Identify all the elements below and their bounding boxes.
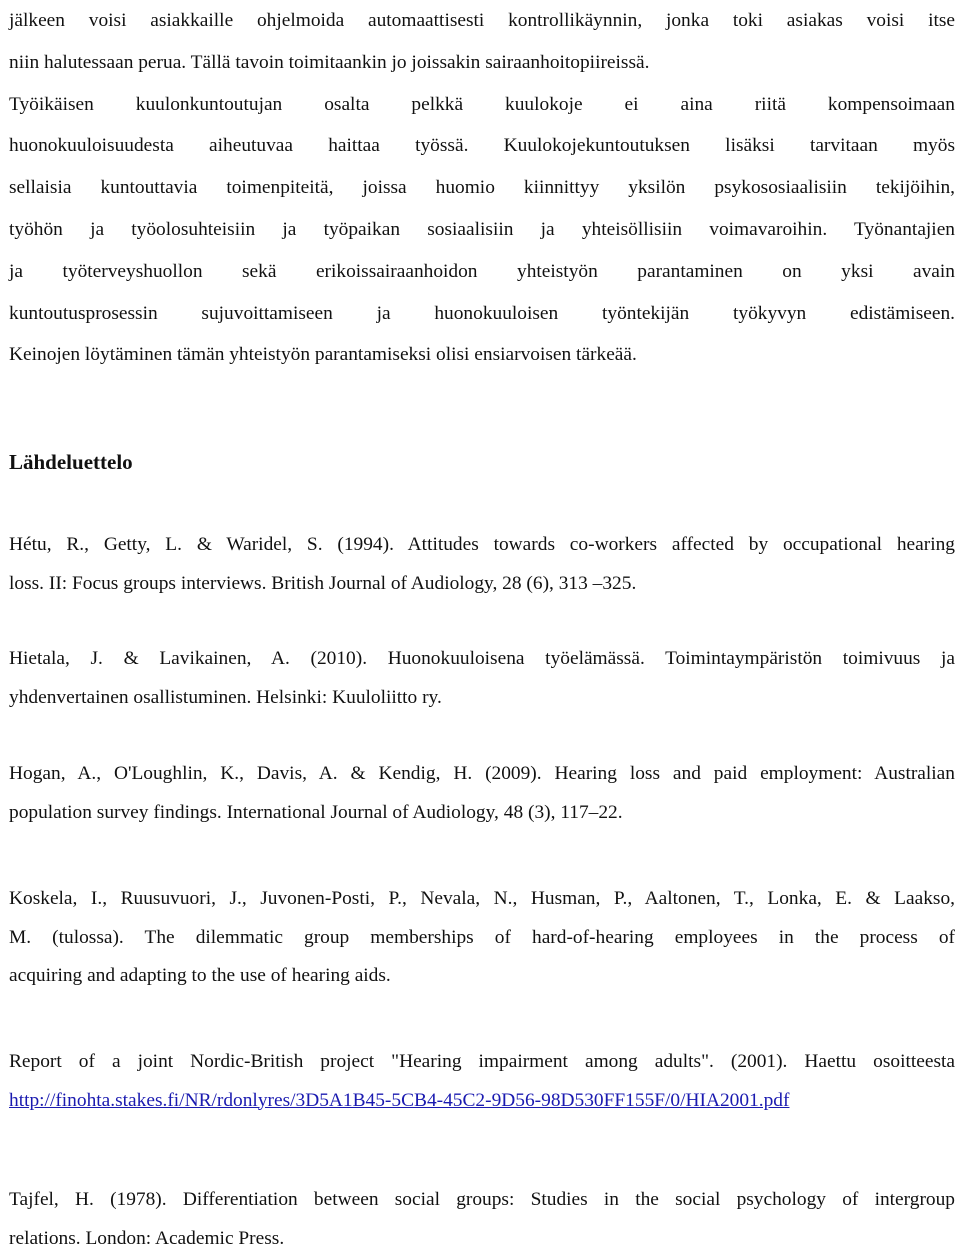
reference-link[interactable]: http://finohta.stakes.fi/NR/rdonlyres/3D5A1B45-5CB4-45C2-9D56-98D530FF155F/0/HIA2001.pdf — [9, 1090, 789, 1111]
body-line: kuntoutusprosessin sujuvoittamiseen ja huonokuuloisen työntekijän työkyvyn edistämiseen. — [9, 293, 955, 335]
body-line: sellaisia kuntouttavia toimenpiteitä, joissa huomio kiinnittyy yksilön psykososiaalisiin tekijöihin, — [9, 167, 955, 209]
reference-line: Koskela, I., Ruusuvuori, J., Juvonen-Posti, P., Nevala, N., Husman, P., Aaltonen, T., Lonka, E. & Laakso, — [9, 880, 955, 919]
reference-line: M. (tulossa). The dilemmatic group memberships of hard-of-hearing employees in the process of — [9, 919, 955, 958]
reference-hetu — [9, 526, 955, 603]
body-line: niin halutessaan perua. Tällä tavoin toimitaankin jo joissakin sairaanhoitopiireissä. — [9, 42, 955, 84]
reference-hietala — [9, 640, 955, 717]
reference-nordic-british — [9, 1043, 955, 1120]
reference-link-line — [9, 1082, 955, 1121]
body-line: jälkeen voisi asiakkaille ohjelmoida automaattisesti kontrollikäynnin, jonka toki asiakas voisi itse — [9, 0, 955, 42]
reference-hogan — [9, 755, 955, 832]
reference-line: Hietala, J. & Lavikainen, A. (2010). Huonokuuloisena työelämässä. Toimintaympäristön toimivuus ja — [9, 640, 955, 679]
reference-line: Hogan, A., O'Loughlin, K., Davis, A. & Kendig, H. (2009). Hearing loss and paid employment: Australian — [9, 755, 955, 794]
body-line: Työikäisen kuulonkuntoutujan osalta pelkkä kuulokoje ei aina riitä kompensoimaan — [9, 84, 955, 126]
reference-line: population survey findings. International Journal of Audiology, 48 (3), 117–22. — [9, 794, 955, 833]
reference-line: Tajfel, H. (1978). Differentiation between social groups: Studies in the social psychology of intergroup — [9, 1181, 955, 1220]
reference-line: loss. II: Focus groups interviews. British Journal of Audiology, 28 (6), 313 –325. — [9, 565, 955, 604]
body-line: huonokuuloisuudesta aiheutuvaa haittaa työssä. Kuulokojekuntoutuksen lisäksi tarvitaan myös — [9, 125, 955, 167]
reference-line: Report of a joint Nordic-British project "Hearing impairment among adults". (2001). Haettu osoitteesta — [9, 1043, 955, 1082]
body-line: ja työterveyshuollon sekä erikoissairaanhoidon yhteistyön parantaminen on yksi avain — [9, 251, 955, 293]
reference-koskela — [9, 880, 955, 996]
body-line: Keinojen löytäminen tämän yhteistyön parantamiseksi olisi ensiarvoisen tärkeää. — [9, 334, 955, 376]
reference-tajfel — [9, 1181, 955, 1258]
reference-line: Hétu, R., Getty, L. & Waridel, S. (1994). Attitudes towards co-workers affected by occupational hearing — [9, 526, 955, 565]
reference-line: acquiring and adapting to the use of hearing aids. — [9, 957, 955, 996]
reference-line: yhdenvertainen osallistuminen. Helsinki: Kuuloliitto ry. — [9, 679, 955, 718]
reference-line: relations. London: Academic Press. — [9, 1220, 955, 1258]
body-line: työhön ja työolosuhteisiin ja työpaikan sosiaalisiin ja yhteisöllisiin voimavaroihin. Työnantajien — [9, 209, 955, 251]
body-paragraph — [9, 0, 955, 376]
references-heading: Lähdeluettelo — [9, 450, 133, 475]
